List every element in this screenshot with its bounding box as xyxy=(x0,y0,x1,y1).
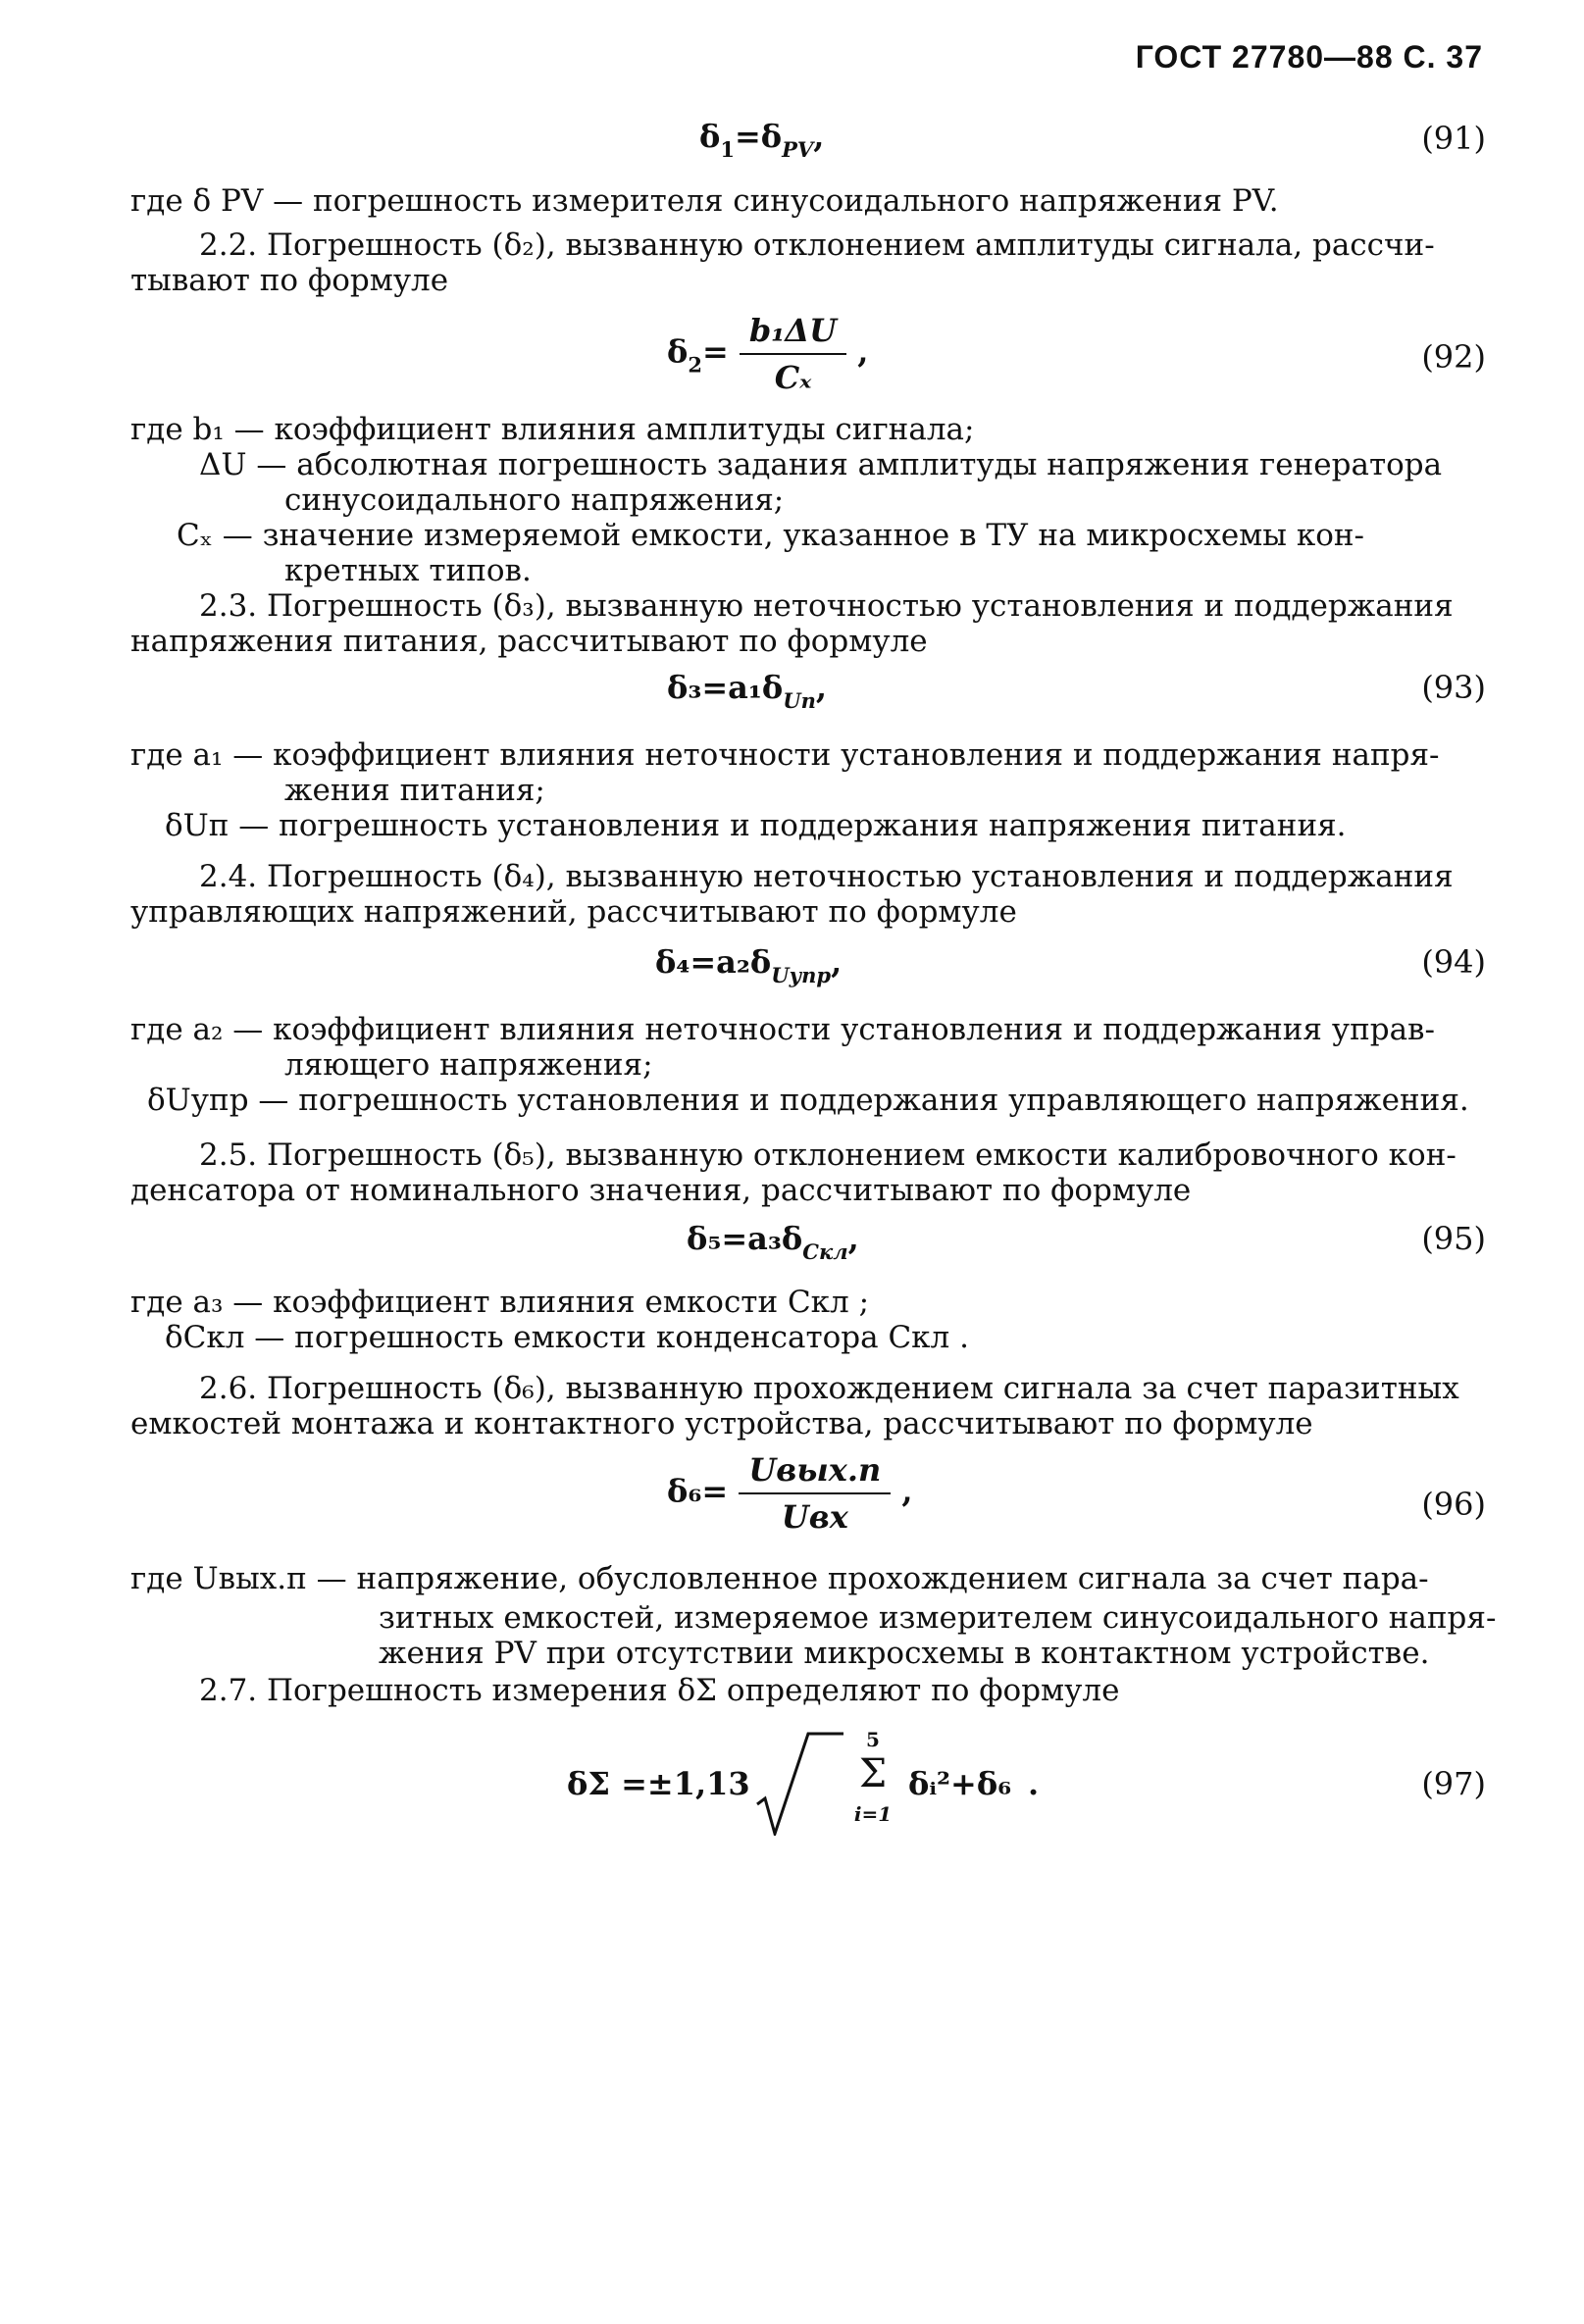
def-94-line-2: ляющего напряжения; xyxy=(284,1047,653,1083)
formula-92-tail: , xyxy=(857,332,869,371)
formula-91 xyxy=(699,118,824,162)
equation-number-93: (93) xyxy=(1421,669,1486,706)
para-2-2-line-1: 2.2. Погрешность (δ₂), вызванную отклонением амплитуды сигнала, рассчи- xyxy=(199,227,1435,263)
para-2-4-line-1: 2.4. Погрешность (δ₄), вызванную неточностью установления и поддержания xyxy=(199,859,1454,894)
formula-92 xyxy=(667,312,868,396)
para-2-6-line-1: 2.6. Погрешность (δ₆), вызванную прохождением сигнала за счет паразитных xyxy=(199,1371,1459,1406)
formula-97-tail: . xyxy=(1028,1765,1040,1802)
sqrt-sign-icon xyxy=(753,1728,843,1836)
formula-92-numerator: b₁ΔU xyxy=(740,312,846,355)
formula-96-numerator: Uвых.п xyxy=(739,1451,891,1494)
formula-97 xyxy=(567,1728,1040,1836)
def-92-line-1: где b₁ — коэффициент влияния амплитуды сигнала; xyxy=(130,412,975,447)
formula-95-tail: , xyxy=(847,1220,859,1257)
formula-97-lhs: δΣ =±1,13 xyxy=(567,1765,750,1802)
formula-97-sum-symbol: Σ xyxy=(858,1751,888,1796)
para-2-5-line-1: 2.5. Погрешность (δ₅), вызванную отклонением емкости калибровочного кон- xyxy=(199,1137,1456,1173)
def-92-line-4: Cₓ — значение измеряемой емкости, указанное в ТУ на микросхемы кон- xyxy=(177,518,1364,553)
formula-91-lhs-sub: 1 xyxy=(720,137,735,162)
def-92-line-3: синусоидального напряжения; xyxy=(284,482,785,518)
formula-91-lhs: δ xyxy=(699,118,721,155)
equation-number-97: (97) xyxy=(1421,1765,1486,1802)
formula-92-lhs: δ xyxy=(667,332,689,371)
def-93-line-2: жения питания; xyxy=(284,773,545,808)
equation-number-96: (96) xyxy=(1421,1486,1486,1523)
def-96-line-3: жения PV при отсутствии микросхемы в контактном устройстве. xyxy=(379,1636,1430,1671)
equation-number-92: (92) xyxy=(1421,338,1486,376)
formula-92-lhs-sub: 2 xyxy=(688,352,702,378)
formula-96-tail: , xyxy=(901,1472,913,1510)
def-93-line-3: δUп — погрешность установления и поддержания напряжения питания. xyxy=(165,808,1347,843)
page-header: ГОСТ 27780—88 С. 37 xyxy=(1135,39,1483,75)
para-2-5-line-2: денсатора от номинального значения, рассчитывают по формуле xyxy=(130,1173,1192,1208)
def-95-line-1: где a₃ — коэффициент влияния емкости Cкл ; xyxy=(130,1285,870,1320)
para-2-3-line-2: напряжения питания, рассчитывают по формуле xyxy=(130,624,928,659)
text-line-pv: где δ PV — погрешность измерителя синусоидального напряжения PV. xyxy=(130,183,1279,219)
formula-91-eq: =δ xyxy=(734,118,783,155)
para-2-6-line-2: емкостей монтажа и контактного устройства, рассчитывают по формуле xyxy=(130,1406,1313,1441)
formula-93-sub: Uп xyxy=(783,688,816,713)
formula-97-sum-bottom: i=1 xyxy=(853,1802,893,1826)
def-96-line-1: где Uвых.п — напряжение, обусловленное прохождением сигнала за счет пара- xyxy=(130,1561,1429,1596)
para-2-7: 2.7. Погрешность измерения δΣ определяют по формуле xyxy=(199,1673,1120,1708)
def-93-line-1: где a₁ — коэффициент влияния неточности установления и поддержания напря- xyxy=(130,737,1440,773)
formula-94-tail: , xyxy=(831,943,843,981)
def-94-line-3: δUупр — погрешность установления и поддержания управляющего напряжения. xyxy=(147,1083,1469,1118)
def-95-line-2: δCкл — погрешность емкости конденсатора Cкл . xyxy=(165,1320,969,1355)
formula-94 xyxy=(655,943,842,987)
para-2-3-line-1: 2.3. Погрешность (δ₃), вызванную неточностью установления и поддержания xyxy=(199,588,1454,624)
formula-96-fraction xyxy=(739,1451,891,1536)
formula-97-body: δᵢ²+δ₆ xyxy=(908,1765,1012,1802)
formula-96-lhs: δ₆= xyxy=(667,1472,729,1510)
equation-number-91: (91) xyxy=(1421,120,1486,157)
formula-93-tail: , xyxy=(815,669,827,706)
equation-number-95: (95) xyxy=(1421,1220,1486,1257)
formula-92-fraction xyxy=(740,312,846,396)
formula-91-rhs-sub: PV xyxy=(782,137,814,162)
formula-97-sum-top: 5 xyxy=(866,1728,880,1751)
def-92-line-5: кретных типов. xyxy=(284,553,532,588)
formula-93 xyxy=(667,669,827,713)
para-2-4-line-2: управляющих напряжений, рассчитывают по формуле xyxy=(130,894,1017,930)
formula-94-body: δ₄=a₂δ xyxy=(655,943,772,981)
def-94-line-1: где a₂ — коэффициент влияния неточности установления и поддержания управ- xyxy=(130,1012,1435,1047)
formula-91-tail: , xyxy=(813,118,825,155)
formula-95-sub: Cкл xyxy=(802,1239,848,1264)
formula-95 xyxy=(687,1220,859,1264)
formula-96 xyxy=(667,1451,913,1536)
def-92-line-2: ΔU — абсолютная погрешность задания амплитуды напряжения генератора xyxy=(199,447,1443,482)
formula-95-body: δ₅=a₃δ xyxy=(687,1220,803,1257)
formula-94-sub: Uупр xyxy=(771,963,832,987)
formula-96-denominator: Uвх xyxy=(781,1498,848,1536)
formula-92-eq: = xyxy=(701,332,729,371)
equation-number-94: (94) xyxy=(1421,943,1486,981)
formula-93-body: δ₃=a₁δ xyxy=(667,669,784,706)
para-2-2-line-2: тывают по формуле xyxy=(130,263,449,298)
def-96-line-2: зитных емкостей, измеряемое измерителем синусоидального напря- xyxy=(379,1600,1497,1636)
formula-92-denominator: Cₓ xyxy=(774,359,812,396)
